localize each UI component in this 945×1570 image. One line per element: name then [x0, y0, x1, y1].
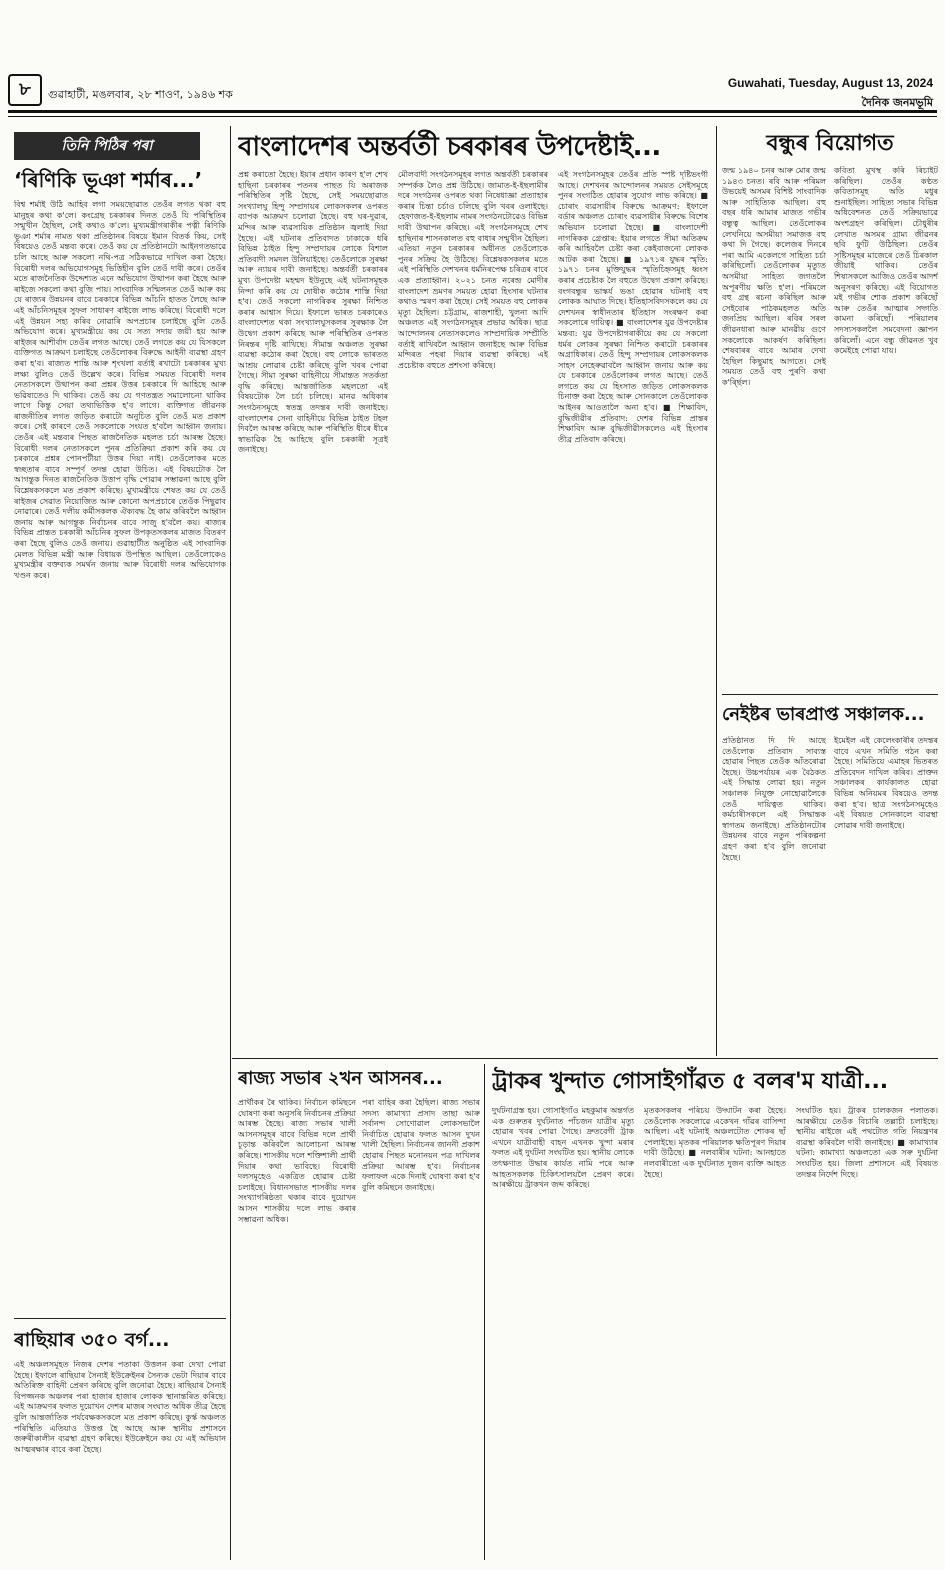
truck-accident-col3: সংঘটিত হয়। ট্ৰাকৰ চালকজন পলাতক। আৰক্ষীয়ে তেওঁক বিচাৰি তল্লাচী চলাইছে। স্থানীয় ৰাইজে এই পথটোত গতি নিয়ন্ত্ৰণৰ ব্যৱস্থা কৰিবলৈ দাবী জনাইছে। ■ কামাখ্যাৰ ঘটনা: কামাখ্যা অঞ্চলতো এক সৰু দুৰ্ঘটনা সংঘটিত হয়। জিলা প্ৰশাসনে এই বিষয়ত তদন্তৰ নিৰ্দেশ দিছে।: [796, 1106, 938, 1179]
left-headline: ‘ৰিণিকি ভূঞা শৰ্মাৰ...’: [14, 168, 203, 192]
column-divider: [230, 126, 231, 1560]
lead-article-col1: প্ৰশ্ন কৰাতো হৈছে। ইয়াৰ প্ৰধান কাৰণ হ'ল শেখ হাছিনা চৰকাৰৰ পতনৰ পাছত যি অৰাজক পৰিস্থিতিৰ সৃষ্টি হৈছে, সেই সময়ছোৱাত সংখ্যালঘু হিন্দু সম্প্ৰদায়ৰ লোকসকলৰ ওপৰত ব্যাপক আক্ৰমণ চলোৱা হৈছে। বহু ঘৰ-দুৱাৰ, মন্দিৰ আৰু ব্যৱসায়িক প্ৰতিষ্ঠান জ্বলাই দিয়া হৈছে। এই ঘটনাৰ প্ৰতিবাদত ঢাকাকে ধৰি বিভিন্ন ঠাইত হিন্দু সম্প্ৰদায়ৰ লোকে বিশাল প্ৰতিবাদী সমদল উলিয়াইছে। তেওঁলোকে সুৰক্ষা আৰু ন্যায়ৰ দাবী জনাইছে। অন্তৰ্বৰ্তী চৰকাৰৰ মুখ্য উপদেষ্টা মহম্মদ ইউনুছে এই ঘটনাসমূহক নিন্দা কৰি কয় যে দোষীক কঠোৰ শাস্তি দিয়া হ'ব। তেওঁ সকলো নাগৰিকৰ সুৰক্ষা নিশ্চিত কৰাৰ আশ্বাস দিয়ে। ইফালে ভাৰত চৰকাৰেও বাংলাদেশত থকা সংখ্যালঘুসকলৰ সুৰক্ষাক লৈ উদ্বেগ প্ৰকাশ কৰিছে আৰু পৰিস্থিতিৰ ওপৰত নিৰন্তৰ দৃষ্টি ৰাখিছে। সীমান্ত অঞ্চলত সুৰক্ষা ব্যৱস্থা কঠোৰ কৰা হৈছে। বহু লোকে ভাৰতত আশ্ৰয় লোৱাৰ চেষ্টা কৰিছে বুলি খবৰ পোৱা গৈছে। সীমা সুৰক্ষা বাহিনীয়ে সীমান্তত সতৰ্কতা বৃদ্ধি কৰিছে। আন্তৰ্জাতিক মহলতো এই বিষয়টোক লৈ চৰ্চা চলিছে। মানৱ অধিকাৰ সংগঠনসমূহে স্বতন্ত্ৰ তদন্তৰ দাবী জনাইছে। বাংলাদেশৰ সেনা বাহিনীয়ে বিভিন্ন ঠাইত টহল দিবলৈ আৰম্ভ কৰিছে আৰু পৰিস্থিতি ধীৰে ধীৰে স্বাভাৱিক হৈ আহিছে বুলি চৰকাৰী সূত্ৰই জনাইছে।: [238, 170, 388, 455]
section-divider: [14, 1318, 226, 1319]
rajya-sabha-col1: প্ৰাৰ্থীকৰ ৰৈ থাকিব। নিৰ্বাচন কমিছনে ঘোষণা কৰা অনুসৰি নিৰ্বাচনৰ প্ৰক্ৰিয়া আৰম্ভ হৈছে। ৰাজ্য সভাৰ খালী আসনসমূহৰ বাবে বিভিন্ন দলে প্ৰাৰ্থী চূড়ান্ত কৰিবলৈ আলোচনা আৰম্ভ কৰিছে। শাসকীয় দলে শক্তিশালী প্ৰাৰ্থী দিয়াৰ কথা ভাবিছে। বিৰোধী দলসমূহেও একত্ৰিত হোৱাৰ চেষ্টা চলাইছে। বিধানসভাত শাসকীয় দলৰ সংখ্যাগৰিষ্ঠতা থকাৰ বাবে দুয়োখন আসন শাসকীয় দলে লাভ কৰাৰ সম্ভাৱনা অধিক।: [238, 1098, 356, 1224]
obituary-col2: কবিতা মুখস্থ কৰি ৰিচাইট কৰিছিল। তেওঁৰ কণ্ঠত কবিতাসমূহ অতি মধুৰ শুনাইছিল। সাহিত্য সভাৰ বিভিন্ন অধিবেশনত তেওঁ সক্ৰিয়ভাৱে অংশগ্ৰহণ কৰিছিল। চৌধুৰীৰ লেখাত অসমৰ গ্ৰাম্য জীৱনৰ ছবি ফুটি উঠিছিল। তেওঁৰ সৃষ্টিসমূহৰ মাজেৰে তেওঁ চিৰকাল জীয়াই থাকিব। তেওঁৰ শিষ্যসকলে আজিও তেওঁৰ আদৰ্শ অনুসৰণ কৰিছে। এই বিয়োগত মই গভীৰ শোক প্ৰকাশ কৰিছোঁ আৰু তেওঁৰ আত্মাৰ সদ্গতি কামনা কৰিছোঁ। পৰিয়ালৰ সদস্যসকললৈ সমবেদনা জ্ঞাপন কৰিলোঁ। এনে বন্ধু জীৱনত খুব কমেইহে পোৱা যায়।: [834, 166, 938, 356]
lead-article-col3: এই সংগঠনসমূহৰ তেওঁৰ প্ৰতি স্পষ্ট দৃষ্টিভংগী আছে। দেশখনৰ আন্দোলনৰ সময়ত সেইসমূহে পুনৰ সংগঠিত হোৱাৰ সুযোগ লাভ কৰিছে। ■ চোৰাং ব্যৱসায়ীৰ বিৰুদ্ধে আক্ৰমণ: ইফালে বৰ্ডাৰ অঞ্চলত চোৰাং ব্যৱসায়ীৰ বিৰুদ্ধে বিশেষ অভিযান চলোৱা হৈছে। ■ বাংলাদেশী নাগৰিকক গ্ৰেপ্তাৰ: ইয়াৰ লগতে সীমা অতিক্ৰম কৰি আহিবলৈ চেষ্টা কৰা কেইবাজনো লোকক আটক কৰা হৈছে। ■ ১৯৭১ৰ যুদ্ধৰ স্মৃতি: ১৯৭১ চনৰ মুক্তিযুদ্ধৰ স্মৃতিচিহ্নসমূহ ধ্বংস কৰাৰ প্ৰচেষ্টাক লৈ বহুতে উদ্বেগ প্ৰকাশ কৰিছে। বংগবন্ধুৰ ভাস্কৰ্য ভঙা হোৱাৰ ঘটনাই বহু লোকক আঘাত দিছে। ইতিহাসবিদসকলে কয় যে দেশখনৰ স্বাধীনতাৰ ইতিহাস সংৰক্ষণ কৰা সকলোৰে দায়িত্ব। ■ বাংলাদেশৰ যুৱ উপদেষ্টাৰ মন্তব্য: যুৱ উপদেষ্টাগৰাকীয়ে কয় যে সকলো ধৰ্মৰ লোকৰ সুৰক্ষা নিশ্চিত কৰাটো চৰকাৰৰ অগ্ৰাধিকাৰ। তেওঁ হিন্দু সম্প্ৰদায়ৰ লোকসকলক সাহস নেহেৰুৱাবলৈ আহ্বান জনায় আৰু কয় যে চৰকাৰে তেওঁলোকৰ লগত আছে। তেওঁ লগতে কয় যে হিংসাত জড়িত লোকসকলক চিনাক্ত কৰা হৈছে আৰু সোনকালে তেওঁলোকক আইনৰ আওতালৈ অনা হ'ব। ■ শিক্ষাবিদ, বুদ্ধিজীৱীৰ প্ৰতিবাদ: দেশৰ বিভিন্ন প্ৰান্তৰ শিক্ষাবিদ আৰু বুদ্ধিজীৱীসকলেও এই হিংসাৰ তীব্ৰ প্ৰতিবাদ কৰিছে।: [558, 170, 708, 444]
truck-accident-headline: ট্ৰাকৰ খুন্দাত গোসাইগাঁৱত ৫ বলৰ'ম যাত্ৰী...: [492, 1069, 889, 1094]
nexter-headline: নেইষ্টৰ ভাৰপ্ৰাপ্ত সঞ্চালক...: [722, 704, 925, 725]
column-divider: [716, 126, 717, 1056]
rajya-sabha-col2: পৰা বাহিৰ কৰা হৈছিল। ৰাজ্য সভাৰ সদস্য কামাখ্যা প্ৰসাদ তাছা আৰু সৰ্বানন্দ সোণোৱাল লোকসভালৈ নিৰ্বাচিত হোৱাৰ ফলত আসন দুখন খালী হৈছিল। নিৰ্বাচনৰ জাননী প্ৰকাশ হোৱাৰ পিছত মনোনয়ন পত্ৰ দাখিলৰ প্ৰক্ৰিয়া আৰম্ভ হ'ব। নিৰ্বাচনৰ ফলাফল একে দিনাই ঘোষণা কৰা হ'ব বুলি কমিছনে জনাইছে।: [362, 1098, 480, 1192]
russia-article-body: এই অঞ্চলসমূহত নিজৰ দেশৰ পতাকা উত্তলন কৰা দেখা পোৱা হৈছে। ইফালে ৰাছিয়াৰ সৈন্যই ইউক্ৰেইনৰ সৈন্যক ভেটা দিয়াৰ বাবে অতিৰিক্ত বাহিনী প্ৰেৰণ কৰিছে বুলি জনোৱা হৈছে। ৰাছিয়াৰ সৈন্যই বিপজ্জনক অঞ্চলৰ পৰা হাজাৰ হাজাৰ লোকক স্থানান্তৰিত কৰিছে। এই আক্ৰমণৰ ফলত দুয়োখন দেশৰ মাজৰ সংঘাত অধিক তীব্ৰ হৈছে বুলি আন্তৰ্জাতিক পৰ্যবেক্ষকসকলে মত প্ৰকাশ কৰিছে। কুৰ্স্ক অঞ্চলত পৰিস্থিতি এতিয়াও উত্তপ্ত হৈ আছে আৰু স্থানীয় প্ৰশাসনে জৰুৰীকালীন ব্যৱস্থা গ্ৰহণ কৰিছে। ইউক্ৰেইনে কয় যে এই অভিযান আত্মৰক্ষাৰ বাবে কৰা হৈছে।: [14, 1360, 226, 1454]
column-divider: [484, 1064, 485, 1560]
date-english: Guwahati, Tuesday, August 13, 2024: [727, 76, 933, 90]
left-article-body: বিশ্ব শৰ্মাই উঠি আহিব লগা সময়ছোৱাত তেওঁৰ লগত থকা বহু মানুহৰ কথা ক'লে। কংগ্ৰেছ চৰকাৰৰ দিনত তেওঁ যি পৰিস্থিতিৰ সন্মুখীন হৈছিল, সেই কথাও ক'লে। মুখ্যমন্ত্ৰীগৰাকীৰ পত্নী ৰিণিকি ভূঞা শৰ্মাৰ নামত থকা প্ৰতিষ্ঠানৰ বিষয়ে ইমান বিতৰ্ক কিয়, সেই বিষয়েও তেওঁ মন্তব্য কৰে। তেওঁ কয় যে প্ৰতিষ্ঠানটো আইনগতভাৱে চলি আছে আৰু সকলো নথি-পত্ৰ সঠিকভাৱে দাখিল কৰা হৈছে। বিৰোধী দলৰ অভিযোগসমূহ ভিত্তিহীন বুলি তেওঁ দাবী কৰে। তেওঁৰ মতে ৰাজনৈতিক উদ্দেশ্যত এনে অভিযোগ উত্থাপন কৰা হৈছে আৰু ৰাইজে সকলো কথা বুজি পায়। সাংবাদিক সন্মিলনত তেওঁ আৰু কয় যে ৰাজ্যৰ উন্নয়নৰ বাবে চৰকাৰে বিভিন্ন আঁচনি হাতত লৈছে আৰু এই আঁচনিসমূহৰ সুফল সাধাৰণ ৰাইজে লাভ কৰিছে। বিৰোধী দলে এই উন্নয়ন সহ্য কৰিব নোৱাৰি অপপ্ৰচাৰ চলাইছে বুলি তেওঁ অভিযোগ কৰে। মুখ্যমন্ত্ৰীয়ে কয় যে সত্য সদায় জয়ী হয় আৰু ৰাইজৰ আশীৰ্বাদ তেওঁৰ লগত আছে। তেওঁ লগতে কয় যে যিসকলে ব্যক্তিগত আক্ৰমণ চলাইছে তেওঁলোকৰ বিৰুদ্ধে আইনী ব্যৱস্থা গ্ৰহণ কৰা হ'ব। ৰাজ্যত শান্তি আৰু শৃংখলা বৰ্তাই ৰখাটো চৰকাৰৰ মুখ্য লক্ষ্য বুলিও তেওঁ উল্লেখ কৰে। বিভিন্ন সময়ত বিৰোধী দলৰ নেতাসকলে উত্থাপন কৰা প্ৰশ্নৰ উত্তৰ চৰকাৰে দি আহিছে আৰু ভৱিষ্যতেও দি থাকিব। তেওঁ কয় যে গণতন্ত্ৰত সমালোচনা থাকিব লাগে কিন্তু সেয়া তথ্যভিত্তিক হ'ব লাগে। ব্যক্তিগত জীৱনক ৰাজনীতিৰ লগত জড়িত কৰাটো অনুচিত বুলি তেওঁ মত প্ৰকাশ কৰে। সেই কাৰণে তেওঁ সকলোকে সংযত হ'বলৈ আহ্বান জনায়। তেওঁৰ এই মন্তব্যৰ পিছত ৰাজনৈতিক মহলত চৰ্চা আৰম্ভ হৈছে। বিৰোধী দলৰ নেতাসকলে পুনৰ প্ৰতিক্ৰিয়া প্ৰকাশ কৰি কয় যে চৰকাৰে প্ৰশ্নৰ পোনপটীয়া উত্তৰ দিয়া নাই। তেওঁলোকৰ মতে স্বচ্ছতাৰ বাবে সম্পূৰ্ণ তদন্ত হোৱা উচিত। এই বিষয়টোক লৈ আগন্তুক দিনত ৰাজনৈতিক উত্তাপ বৃদ্ধি পোৱাৰ সম্ভাৱনা আছে বুলি বিশ্লেষকসকলে মত প্ৰকাশ কৰিছে। মুখ্যমন্ত্ৰীয়ে শেষত কয় যে তেওঁ ৰাইজৰ সেৱাত নিয়োজিত আৰু কোনো অপপ্ৰচাৰে তেওঁক পিছুৱাব নোৱাৰে। তেওঁ দলীয় কৰ্মীসকলক ঐক্যবদ্ধ হৈ কাম কৰিবলৈ আহ্বান জনায় আৰু আগন্তুক নিৰ্বাচনৰ বাবে সাজু হ'বলৈ কয়। ৰাজ্যৰ বিভিন্ন প্ৰান্তত চৰকাৰী আঁচনিৰ সুফল উপকৃতসকলৰ মাজত বিতৰণ কৰা হৈছে বুলিও তেওঁ জনায়। গুৱাহাটীত অনুষ্ঠিত এই সাংবাদিক মেলত বিভিন্ন মন্ত্ৰী আৰু বিধায়ক উপস্থিত আছিল। তেওঁলোকেও মুখ্যমন্ত্ৰীৰ বক্তব্যক সমৰ্থন জনায় আৰু বিৰোধী দলৰ অভিযোগক খণ্ডন কৰে।: [14, 200, 226, 580]
nexter-col1: প্ৰতিষ্ঠানত দি দি আছে তেওঁলোক প্ৰতিবাদ সাব্যস্ত হোৱাৰ পিছত তেওঁক আঁতৰোৱা হৈছে। উচ্চপৰ্যায়ৰ এক বৈঠকত এই সিদ্ধান্ত লোৱা হয়। নতুন সঞ্চালক নিযুক্ত নোহোৱালৈকে তেওঁ দায়িত্বত থাকিব। কৰ্মচাৰীসকলে এই সিদ্ধান্তক স্বাগতম জনাইছে। প্ৰতিষ্ঠানটোৰ উন্নয়নৰ বাবে নতুন পৰিকল্পনা গ্ৰহণ কৰা হ'ব বুলি জনোৱা হৈছে।: [722, 736, 826, 862]
section-divider: [232, 1058, 938, 1059]
paper-name: দৈনিক জনমভূমি: [861, 96, 933, 109]
truck-accident-col2: মৃতকসকলৰ পৰিচয় উদ্ঘাটন কৰা হৈছে। তেওঁলোক সকলোৱে একেখন গাঁৱৰ বাসিন্দা আছিল। এই ঘটনাই অঞ্চলটোত শোকৰ ছাঁ পেলাইছে। মৃতকৰ পৰিয়ালক ক্ষতিপূৰণ দিয়াৰ দাবী উঠিছে। ■ নলবাৰীৰ ঘটনা: আনহাতে নলবাৰীতো এক দুৰ্ঘটনাত দুজন ব্যক্তি আহত হৈছে।: [644, 1106, 786, 1179]
rajya-sabha-headline: ৰাজ্য সভাৰ ২খন আসনৰ...: [238, 1068, 443, 1089]
obituary-headline: বন্ধুৰ বিয়োগত: [766, 131, 894, 156]
continued-from-banner: তিনি পিঠিৰ পৰা: [14, 132, 200, 160]
masthead-rule-thin: [8, 116, 937, 117]
date-local: গুৱাহাটী, মঙলবাৰ, ২৮ শাওণ, ১৯৪৬ শক: [48, 88, 233, 101]
page-number: ৮: [8, 74, 42, 106]
russia-headline: ৰাছিয়াৰ ৩৫০ বৰ্গ...: [14, 1329, 170, 1351]
masthead: [8, 72, 937, 120]
section-divider: [722, 694, 938, 695]
obituary-col1: জন্ম ১৯৪০ চনৰ আৰু মোৰ জন্ম ১৯৪৩ চনত। ৰবি আৰু পৰিমল উভয়েই অসমৰ বিশিষ্ট সাংবাদিক আৰু সাহিত্যিক আছিল। বহু বছৰ ধৰি আমাৰ মাজত গভীৰ বন্ধুত্ব আছিল। তেওঁলোকৰ লেখনিয়ে অসমীয়া সমাজক বহু কথা দি গৈছে। কলেজৰ দিনৰে পৰা আমি একেলগে সাহিত্য চৰ্চা কৰিছিলোঁ। তেওঁলোকৰ মৃত্যুত অসমীয়া সাহিত্য জগতলৈ অপূৰণীয় ক্ষতি হ'ল। পৰিমলে বহু গ্ৰন্থ ৰচনা কৰিছিল আৰু সেইবোৰ পাঠকমহলত অতি জনপ্ৰিয় আছিল। ৰবিৰ সৰল জীৱনধাৰা আৰু মানৱীয় গুণে সকলোকে আকৰ্ষণ কৰিছিল। শেষবাৰৰ বাবে আমাৰ দেখা হৈছিল কিছুমাহ আগতে। সেই সময়ত তেওঁ বহু পুৰণি কথা ক'ৰ্ৰ্ছিল।: [722, 166, 826, 387]
lead-article-col2: মৌলবাদী সংগঠনসমূহৰ লগত অন্তৰ্বৰ্তী চৰকাৰৰ সম্পৰ্কক লৈও প্ৰশ্ন উঠিছে। জামাত-ই-ইছলামীৰ দৰে সংগঠনৰ ওপৰত থকা নিষেধাজ্ঞা প্ৰত্যাহাৰ কৰাৰ চিন্তা চৰ্চাও চলিছে বুলি খবৰ ওলাইছে। হেফাজত-ই-ইছলাম নামৰ সংগঠনটোৱেও বিভিন্ন দাবী উত্থাপন কৰিছে। এই সংগঠনসমূহে শেখ হাছিনাৰ শাসনকালত বহু বাধাৰ সন্মুখীন হৈছিল। এতিয়া নতুন চৰকাৰৰ অধীনত তেওঁলোকে পুনৰ সক্ৰিয় হৈ উঠিছে। বিশ্লেষকসকলৰ মতে এই পৰিস্থিতি দেশখনৰ ধৰ্মনিৰপেক্ষ চৰিত্ৰৰ বাবে এক প্ৰত্যাহ্বান। ২০২১ চনত নৰেন্দ্ৰ মোদীৰ বাংলাদেশ ভ্ৰমণৰ সময়ত হোৱা হিংসাৰ ঘটনাৰ কথাও স্মৰণ কৰা হৈছে। সেই সময়ত বহু লোকৰ মৃত্যু হৈছিল। চট্টগ্ৰাম, ৰাজশাহী, খুলনা আদি অঞ্চলত এই সংগঠনসমূহৰ প্ৰভাৱ অধিক। ছাত্ৰ আন্দোলনৰ নেতাসকলেও সাম্প্ৰদায়িক সম্প্ৰীতি বৰ্তাই ৰাখিবলৈ আহ্বান জনাইছে আৰু বিভিন্ন মন্দিৰত পহৰা দিয়াৰ ব্যৱস্থা কৰিছে। এই প্ৰচেষ্টাক বহুতে প্ৰশংসা কৰিছে।: [398, 170, 548, 370]
masthead-rule-thick: [8, 110, 937, 113]
nexter-col2: ইমেইল এই কেলেংকাৰীৰ তদন্তৰ বাবে এখন সমিতি গঠন কৰা হৈছে। সমিতিয়ে এমাহৰ ভিতৰত প্ৰতিবেদন দাখিল কৰিব। প্ৰাক্তন সঞ্চালকৰ কাৰ্যকালত হোৱা বিভিন্ন অনিয়মৰ বিষয়েও তদন্ত কৰা হ'ব। ছাত্ৰ সংগঠনসমূহেও এই বিষয়ত সোনকালে ব্যৱস্থা লোৱাৰ দাবী জনাইছে।: [834, 736, 938, 830]
truck-accident-col1: দুৰ্ঘটনাগ্ৰস্ত হয়। গোসাইগাঁও মহকুমাৰ অন্তৰ্গত এক গুৰুতৰ দুৰ্ঘটনাত পাঁচজন যাত্ৰীৰ মৃত্যু হোৱাৰ খবৰ পোৱা গৈছে। দ্ৰুতবেগী ট্ৰাক এখনে যাত্ৰীবাহী বাহন এখনক খুন্দা মৰাৰ ফলত এই দুৰ্ঘটনা সংঘটিত হয়। স্থানীয় লোকে তৎক্ষণাত উদ্ধাৰ কাৰ্যত নামি পৰে আৰু আহতসকলক চিকিৎসালয়লৈ প্ৰেৰণ কৰে। আৰক্ষীয়ে ট্ৰাকখন জব্দ কৰিছে।: [492, 1106, 634, 1190]
lead-headline: বাংলাদেশৰ অন্তৰ্বৰ্তী চৰকাৰৰ উপদেষ্টাই...: [238, 132, 661, 162]
